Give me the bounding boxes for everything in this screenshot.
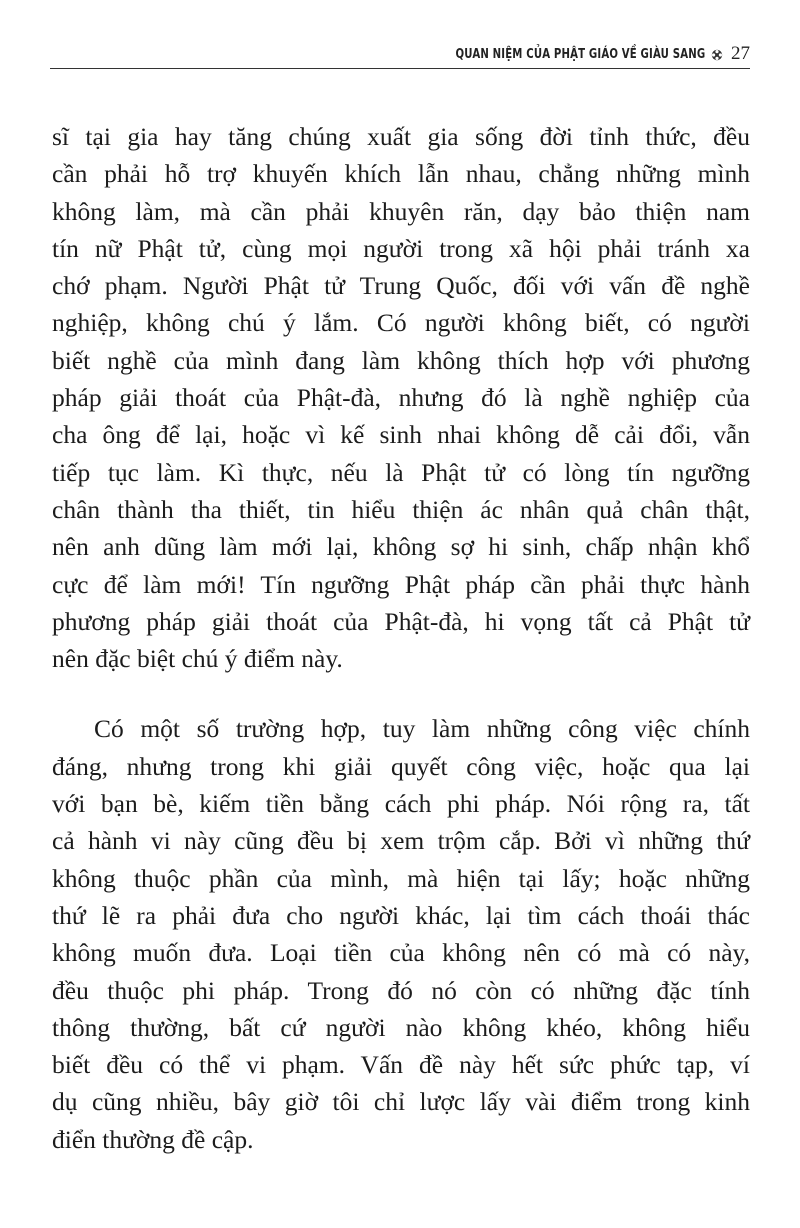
text-line: không làm, mà cần phải khuyên răn, dạy bảo thiện nam — [52, 196, 750, 226]
page-number: 27 — [731, 43, 750, 64]
text-line: tiếp tục làm. Kì thực, nếu là Phật tử có lòng tín ngưỡng — [52, 457, 750, 487]
text-line: tín nữ Phật tử, cùng mọi người trong xã hội phải tránh xa — [52, 233, 750, 263]
paragraph-2 — [52, 710, 750, 1158]
running-header — [50, 40, 750, 68]
text-line: cha ông để lại, hoặc vì kế sinh nhai không dễ cải đổi, vẫn — [52, 420, 750, 450]
text-line: Có một số trường hợp, tuy làm những công việc chính — [94, 714, 750, 744]
body-text — [52, 118, 750, 1158]
text-line: cần phải hỗ trợ khuyến khích lẫn nhau, chẳng những mình — [52, 159, 750, 189]
text-line: thông thường, bất cứ người nào không khéo, không hiểu — [52, 1012, 750, 1042]
text-line: không muốn đưa. Loại tiền của không nên có mà có này, — [52, 938, 750, 968]
flower-ornament-icon — [711, 48, 723, 60]
text-line: cực để làm mới! Tín ngưỡng Phật pháp cần phải thực hành — [52, 569, 750, 599]
text-line: thứ lẽ ra phải đưa cho người khác, lại tìm cách thoái thác — [52, 900, 750, 930]
text-line: chớ phạm. Người Phật tử Trung Quốc, đối với vấn đề nghề — [52, 271, 750, 301]
text-line: chân thành tha thiết, tin hiểu thiện ác nhân quả chân thật, — [52, 494, 750, 524]
text-line: nghiệp, không chú ý lắm. Có người không biết, có người — [52, 308, 750, 338]
text-line: dụ cũng nhiều, bây giờ tôi chỉ lược lấy vài điểm trong kinh — [52, 1087, 750, 1117]
text-line: không thuộc phần của mình, mà hiện tại lấy; hoặc những — [52, 863, 750, 893]
paragraph-1 — [52, 118, 750, 677]
text-line: phương pháp giải thoát của Phật-đà, hi vọng tất cả Phật tử — [52, 606, 750, 636]
text-line: đều thuộc phi pháp. Trong đó nó còn có những đặc tính — [52, 975, 750, 1005]
text-line: nên anh dũng làm mới lại, không sợ hi sinh, chấp nhận khổ — [52, 532, 750, 562]
text-line: với bạn bè, kiếm tiền bằng cách phi pháp. Nói rộng ra, tất — [52, 789, 750, 819]
text-line: nên đặc biệt chú ý điểm này. — [52, 644, 343, 674]
text-line: đáng, nhưng trong khi giải quyết công việc, hoặc qua lại — [52, 751, 750, 781]
text-line: sĩ tại gia hay tăng chúng xuất gia sống đời tỉnh thức, đều — [52, 122, 750, 151]
running-header-title: QUAN NIỆM CỦA PHẬT GIÁO VỀ GIÀU SANG — [455, 46, 705, 62]
text-line: cả hành vi này cũng đều bị xem trộm cắp. Bởi vì những thứ — [52, 826, 750, 856]
text-line: biết nghề của mình đang làm không thích hợp với phương — [52, 345, 750, 375]
text-line: biết đều có thể vi phạm. Vấn đề này hết sức phức tạp, ví — [52, 1050, 750, 1080]
text-line: pháp giải thoát của Phật-đà, nhưng đó là nghề nghiệp của — [52, 383, 750, 413]
text-line: điển thường đề cập. — [52, 1124, 254, 1154]
header-rule — [50, 68, 750, 69]
